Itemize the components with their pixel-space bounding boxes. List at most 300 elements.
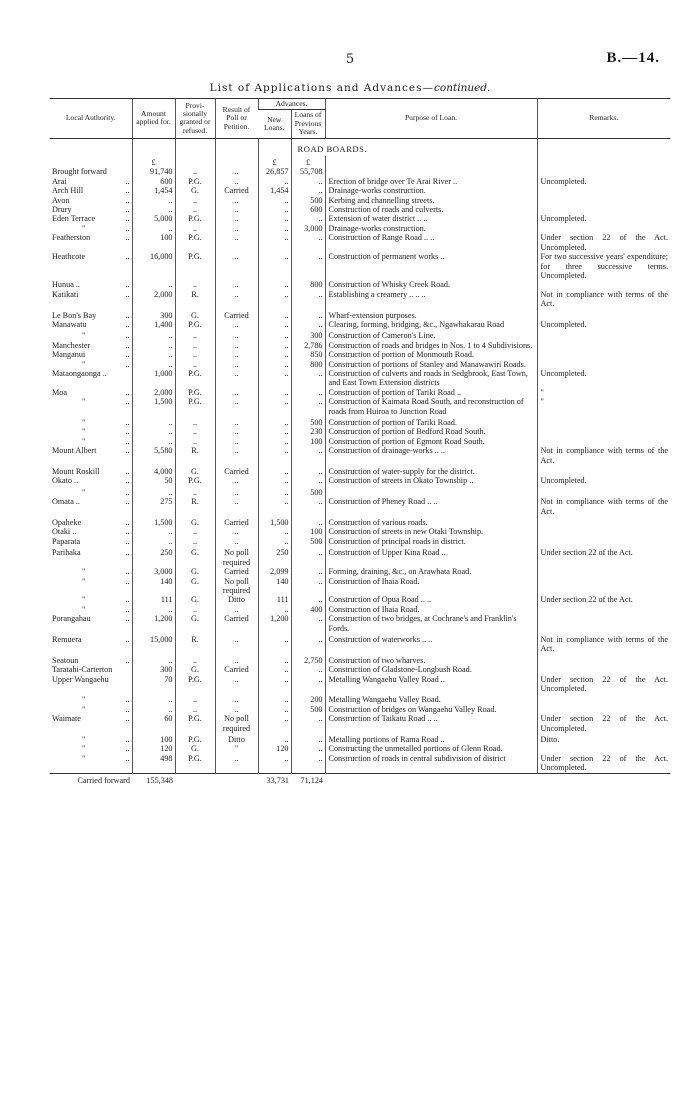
- col-advances: Advances.: [258, 99, 325, 110]
- local-authority-name: Featherston: [52, 233, 91, 243]
- remarks-cell: [537, 567, 670, 576]
- local-authority-cell: [50, 196, 132, 205]
- local-authority-name: Seatoun: [52, 655, 79, 665]
- local-authority-name: Parihaka: [52, 548, 81, 558]
- table-row: [50, 567, 670, 576]
- remarks-cell: Uncompleted.: [537, 177, 670, 186]
- local-authority-name: ": [82, 331, 86, 341]
- local-authority-name: ": [82, 576, 86, 586]
- provisional-cell: ..: [175, 331, 215, 340]
- provisional-cell: ..: [175, 705, 215, 714]
- new-loans-cell: ..: [258, 252, 291, 280]
- remarks-cell: Not in compliance with terms of the Act.: [537, 446, 670, 465]
- poll-result-cell: No poll required: [215, 714, 258, 733]
- purpose-cell: Construction of portions of Stanley and Manawawiri Roads.: [325, 360, 537, 369]
- amount-applied-cell: 2,000: [132, 388, 175, 397]
- remarks-cell: [537, 614, 670, 633]
- amount-applied-cell: 3,000: [132, 567, 175, 576]
- purpose-cell: Construction of Opua Road .. ..: [325, 595, 537, 604]
- remarks-cell: [537, 527, 670, 536]
- page-title: [0, 82, 700, 94]
- prev-loans-cell: ..: [291, 577, 325, 596]
- amount-applied-cell: 91,740: [132, 167, 175, 176]
- prev-loans-cell: 2,750: [291, 656, 325, 665]
- amount-applied-cell: ..: [132, 656, 175, 665]
- leader-dots: ..: [125, 518, 130, 528]
- poll-result-cell: ..: [215, 369, 258, 388]
- poll-result-cell: ..: [215, 196, 258, 205]
- remarks-cell: [537, 360, 670, 369]
- local-authority-cell: [50, 754, 132, 773]
- prev-loans-cell: ..: [291, 518, 325, 527]
- purpose-cell: Construction of Pheney Road .. ..: [325, 497, 537, 516]
- provisional-cell: R.: [175, 446, 215, 465]
- new-loans-cell: 26,857: [258, 167, 291, 176]
- local-authority-name: Arai: [52, 176, 67, 186]
- table-row: [50, 167, 670, 176]
- purpose-cell: Construction of Ihaia Road.: [325, 577, 537, 596]
- amount-applied-cell: ..: [132, 224, 175, 233]
- leader-dots: ..: [125, 331, 130, 341]
- amount-applied-cell: 498: [132, 754, 175, 773]
- local-authority-name: Hunua ..: [52, 280, 80, 290]
- new-loans-cell: ..: [258, 537, 291, 546]
- prev-loans-cell: ..: [291, 388, 325, 397]
- prev-loans-cell: ..: [291, 744, 325, 753]
- purpose-cell: Construction of permanent works ..: [325, 252, 537, 280]
- local-authority-name: Porangahau: [52, 614, 91, 624]
- new-loans-cell: 1,500: [258, 518, 291, 527]
- remarks-cell: [537, 280, 670, 289]
- leader-dots: ..: [125, 753, 130, 763]
- local-authority-name: ": [82, 397, 86, 407]
- amount-applied-cell: 300: [132, 311, 175, 320]
- remarks-cell: [537, 205, 670, 214]
- provisional-cell: ..: [175, 280, 215, 289]
- prev-loans-cell: 500: [291, 705, 325, 714]
- provisional-cell: P.G.: [175, 476, 215, 485]
- local-authority-name: Okato ..: [52, 476, 79, 486]
- new-loans-cell: ..: [258, 320, 291, 329]
- amount-applied-cell: 5,000: [132, 214, 175, 223]
- amount-applied-cell: 111: [132, 595, 175, 604]
- local-authority-name: Manchester: [52, 340, 91, 350]
- leader-dots: ..: [125, 350, 130, 360]
- local-authority-name: Brought forward: [52, 167, 107, 177]
- remarks-cell: [537, 705, 670, 714]
- remarks-cell: ": [537, 397, 670, 416]
- poll-result-cell: Carried: [215, 665, 258, 674]
- new-loans-cell: ..: [258, 446, 291, 465]
- local-authority-cell: [50, 446, 132, 465]
- new-loans-cell: ..: [258, 233, 291, 252]
- amount-applied-cell: 140: [132, 577, 175, 596]
- leader-dots: ..: [125, 214, 130, 224]
- purpose-cell: Construction of roads and bridges in Nos. 1 to 4 Subdivisions.: [325, 341, 537, 350]
- provisional-cell: P.G.: [175, 397, 215, 416]
- prev-loans-cell: ..: [291, 635, 325, 654]
- remarks-cell: ": [537, 388, 670, 397]
- prev-loans-cell: 500: [291, 537, 325, 546]
- local-authority-cell: [50, 341, 132, 350]
- table-row: [50, 311, 670, 320]
- local-authority-name: Avon: [52, 195, 70, 205]
- title-italic: continued.: [434, 82, 491, 94]
- prev-loans-cell: ..: [291, 476, 325, 485]
- provisional-cell: R.: [175, 290, 215, 309]
- purpose-cell: Construction of Taikatu Road .. ..: [325, 714, 537, 733]
- prev-loans-cell: ..: [291, 548, 325, 567]
- provisional-cell: P.G.: [175, 177, 215, 186]
- local-authority-name: Heathcote: [52, 252, 86, 262]
- table-row: [50, 744, 670, 753]
- poll-result-cell: ..: [215, 224, 258, 233]
- footer-prev-loans: 71,124: [291, 773, 325, 787]
- remarks-cell: [537, 167, 670, 176]
- local-authority-name: Mount Albert: [52, 446, 97, 456]
- poll-result-cell: No poll required: [215, 548, 258, 567]
- prev-loans-cell: 200: [291, 695, 325, 704]
- purpose-cell: Construction of Gladstone-Longbush Road.: [325, 665, 537, 674]
- local-authority-name: Remuera: [52, 634, 82, 644]
- provisional-cell: ..: [175, 605, 215, 614]
- new-loans-cell: ..: [258, 205, 291, 214]
- new-loans-cell: 140: [258, 577, 291, 596]
- amount-applied-cell: 1,500: [132, 518, 175, 527]
- poll-result-cell: ": [215, 744, 258, 753]
- prev-loans-cell: 2,786: [291, 341, 325, 350]
- prev-loans-cell: ..: [291, 320, 325, 329]
- new-loans-cell: ..: [258, 397, 291, 416]
- purpose-cell: Construction of bridges on Wangaehu Valley Road.: [325, 705, 537, 714]
- prev-loans-cell: ..: [291, 214, 325, 223]
- remarks-cell: Not in compliance with terms of the Act.: [537, 635, 670, 654]
- table-row: [50, 497, 670, 516]
- new-loans-cell: ..: [258, 754, 291, 773]
- new-loans-cell: ..: [258, 705, 291, 714]
- leader-dots: ..: [125, 205, 130, 215]
- new-loans-cell: ..: [258, 665, 291, 674]
- prev-loans-cell: ..: [291, 311, 325, 320]
- amount-applied-cell: ..: [132, 537, 175, 546]
- new-loans-cell: ..: [258, 214, 291, 223]
- poll-result-cell: ..: [215, 280, 258, 289]
- table-row: [50, 290, 670, 309]
- leader-dots: ..: [125, 436, 130, 446]
- provisional-cell: ..: [175, 418, 215, 427]
- local-authority-cell: [50, 527, 132, 536]
- prev-loans-cell: ..: [291, 595, 325, 604]
- leader-dots: ..: [125, 310, 130, 320]
- local-authority-cell: [50, 186, 132, 195]
- local-authority-cell: [50, 252, 132, 280]
- amount-applied-cell: 1,200: [132, 614, 175, 633]
- purpose-cell: Construction of waterworks .. ..: [325, 635, 537, 654]
- local-authority-cell: [50, 695, 132, 704]
- amount-applied-cell: 50: [132, 476, 175, 485]
- table-row: [50, 320, 670, 329]
- provisional-cell: P.G.: [175, 714, 215, 733]
- leader-dots: ..: [125, 289, 130, 299]
- amount-applied-cell: 4,000: [132, 467, 175, 476]
- table-row: [50, 205, 670, 214]
- table-row: [50, 735, 670, 744]
- provisional-cell: G.: [175, 665, 215, 674]
- prev-loans-cell: ..: [291, 233, 325, 252]
- col-provisionally: Provi- sionally granted or refused.: [175, 99, 215, 139]
- poll-result-cell: ..: [215, 427, 258, 436]
- table-row: [50, 331, 670, 340]
- new-loans-cell: ..: [258, 437, 291, 446]
- remarks-cell: Uncompleted.: [537, 320, 670, 329]
- table-row: [50, 695, 670, 704]
- local-authority-cell: [50, 360, 132, 369]
- amount-applied-cell: 600: [132, 177, 175, 186]
- new-loans-cell: ..: [258, 177, 291, 186]
- table-row: [50, 350, 670, 359]
- poll-result-cell: ..: [215, 252, 258, 280]
- local-authority-cell: [50, 224, 132, 233]
- prev-loans-cell: 100: [291, 437, 325, 446]
- local-authority-name: ": [82, 359, 86, 369]
- provisional-cell: P.G.: [175, 233, 215, 252]
- prev-loans-cell: ..: [291, 467, 325, 476]
- poll-result-cell: ..: [215, 497, 258, 516]
- col-purpose: Purpose of Loan.: [325, 99, 537, 139]
- col-loans-previous: Loans of Previous Years.: [291, 110, 325, 138]
- leader-dots: ..: [125, 252, 130, 262]
- table-row: [50, 214, 670, 223]
- remarks-cell: For two successive years' expenditure; for three successive terms. Uncompleted.: [537, 252, 670, 280]
- provisional-cell: ..: [175, 360, 215, 369]
- local-authority-cell: [50, 548, 132, 567]
- table-row: [50, 467, 670, 476]
- purpose-cell: Construction of drainage-works .. ..: [325, 446, 537, 465]
- local-authority-cell: [50, 614, 132, 633]
- remarks-cell: [537, 605, 670, 614]
- purpose-cell: Metalling Wangaehu Valley Road ..: [325, 675, 537, 694]
- col-local-authority: Local Authority.: [50, 99, 132, 139]
- local-authority-cell: [50, 177, 132, 186]
- col-result-poll: Result of Poll or Petition.: [215, 99, 258, 139]
- remarks-cell: [537, 437, 670, 446]
- leader-dots: ..: [125, 387, 130, 397]
- applications-table: [50, 98, 670, 787]
- local-authority-name: Manawatu: [52, 319, 87, 329]
- new-loans-cell: ..: [258, 714, 291, 733]
- poll-result-cell: ..: [215, 675, 258, 694]
- new-loans-cell: ..: [258, 527, 291, 536]
- remarks-cell: [537, 744, 670, 753]
- local-authority-name: ": [82, 427, 86, 437]
- local-authority-name: ": [82, 744, 86, 754]
- poll-result-cell: ..: [215, 537, 258, 546]
- leader-dots: ..: [125, 176, 130, 186]
- prev-loans-cell: 300: [291, 331, 325, 340]
- poll-result-cell: ..: [215, 476, 258, 485]
- purpose-cell: Construction of streets in new Otaki Township.: [325, 527, 537, 536]
- prev-loans-cell: ..: [291, 397, 325, 416]
- prev-loans-cell: ..: [291, 252, 325, 280]
- poll-result-cell: Carried: [215, 614, 258, 633]
- leader-dots: ..: [125, 280, 130, 290]
- table-row: [50, 595, 670, 604]
- purpose-cell: Metalling portions of Rama Road ..: [325, 735, 537, 744]
- prev-loans-cell: 500: [291, 418, 325, 427]
- poll-result-cell: Ditto: [215, 735, 258, 744]
- amount-applied-cell: 1,400: [132, 320, 175, 329]
- local-authority-name: Otaki ..: [52, 527, 77, 537]
- provisional-cell: ..: [175, 537, 215, 546]
- table-row: [50, 397, 670, 416]
- new-loans-cell: ..: [258, 224, 291, 233]
- local-authority-cell: [50, 577, 132, 596]
- new-loans-cell: ..: [258, 360, 291, 369]
- local-authority-name: Opaheke: [52, 518, 82, 528]
- local-authority-cell: [50, 214, 132, 223]
- provisional-cell: G.: [175, 577, 215, 596]
- poll-result-cell: ..: [215, 605, 258, 614]
- leader-dots: ..: [125, 319, 130, 329]
- provisional-cell: ..: [175, 196, 215, 205]
- table-row: [50, 665, 670, 674]
- prev-loans-cell: ..: [291, 567, 325, 576]
- footer-amount: 155,348: [132, 773, 175, 787]
- table-row: [50, 476, 670, 485]
- leader-dots: ..: [125, 418, 130, 427]
- leader-dots: ..: [125, 340, 130, 350]
- poll-result-cell: ..: [215, 488, 258, 497]
- new-loans-cell: ..: [258, 605, 291, 614]
- poll-result-cell: ..: [215, 656, 258, 665]
- new-loans-cell: ..: [258, 476, 291, 485]
- new-loans-cell: ..: [258, 350, 291, 359]
- new-loans-cell: ..: [258, 735, 291, 744]
- remarks-cell: [537, 695, 670, 704]
- local-authority-name: ": [82, 595, 86, 605]
- poll-result-cell: ..: [215, 388, 258, 397]
- leader-dots: ..: [125, 467, 130, 477]
- amount-applied-cell: 1,500: [132, 397, 175, 416]
- prev-loans-cell: 400: [291, 605, 325, 614]
- local-authority-cell: [50, 537, 132, 546]
- provisional-cell: P.G.: [175, 675, 215, 694]
- amount-applied-cell: 100: [132, 735, 175, 744]
- prev-loans-cell: ..: [291, 186, 325, 195]
- leader-dots: ..: [125, 695, 130, 705]
- provisional-cell: R.: [175, 497, 215, 516]
- remarks-cell: [537, 331, 670, 340]
- col-remarks: Remarks.: [537, 99, 670, 139]
- leader-dots: ..: [125, 604, 130, 614]
- purpose-cell: Constructing the unmetalled portions of Glenn Road.: [325, 744, 537, 753]
- local-authority-name: Omata ..: [52, 497, 80, 507]
- pound-sign: £: [132, 156, 175, 167]
- local-authority-cell: [50, 735, 132, 744]
- provisional-cell: ..: [175, 350, 215, 359]
- poll-result-cell: Carried: [215, 567, 258, 576]
- purpose-cell: Establishing a creamery .. .. ..: [325, 290, 537, 309]
- local-authority-cell: [50, 350, 132, 359]
- amount-applied-cell: ..: [132, 427, 175, 436]
- provisional-cell: ..: [175, 695, 215, 704]
- amount-applied-cell: 5,580: [132, 446, 175, 465]
- local-authority-name: Taratahi-Carterton: [52, 665, 113, 675]
- new-loans-cell: ..: [258, 341, 291, 350]
- table-row: [50, 488, 670, 497]
- leader-dots: ..: [125, 595, 130, 605]
- remarks-cell: Under section 22 of the Act.: [537, 595, 670, 604]
- leader-dots: ..: [125, 427, 130, 437]
- remarks-cell: [537, 341, 670, 350]
- new-loans-cell: ..: [258, 427, 291, 436]
- amount-applied-cell: 120: [132, 744, 175, 753]
- local-authority-name: Eden Terrace: [52, 214, 96, 224]
- table-body: [50, 138, 670, 773]
- new-loans-cell: 120: [258, 744, 291, 753]
- footer-new-loans: 33,731: [258, 773, 291, 787]
- local-authority-name: ": [82, 418, 86, 427]
- prev-loans-cell: 230: [291, 427, 325, 436]
- amount-applied-cell: ..: [132, 705, 175, 714]
- purpose-cell: Construction of portion of Tariki Road ..: [325, 388, 537, 397]
- new-loans-cell: ..: [258, 467, 291, 476]
- new-loans-cell: 1,454: [258, 186, 291, 195]
- purpose-cell: Clearing, forming, bridging, &c., Ngawhakarau Road: [325, 320, 537, 329]
- provisional-cell: P.G.: [175, 388, 215, 397]
- prev-loans-cell: 3,000: [291, 224, 325, 233]
- amount-applied-cell: 1,454: [132, 186, 175, 195]
- purpose-cell: Construction of portion of Monmouth Road.: [325, 350, 537, 359]
- local-authority-cell: [50, 397, 132, 416]
- prev-loans-cell: ..: [291, 675, 325, 694]
- local-authority-cell: [50, 675, 132, 694]
- table-row: [50, 446, 670, 465]
- local-authority-name: Le Bon's Bay: [52, 310, 97, 320]
- local-authority-cell: [50, 331, 132, 340]
- table-row: [50, 754, 670, 773]
- provisional-cell: P.G.: [175, 320, 215, 329]
- table-row: [50, 714, 670, 733]
- prev-loans-cell: ..: [291, 614, 325, 633]
- provisional-cell: G.: [175, 614, 215, 633]
- remarks-cell: Under section 22 of the Act. Uncompleted.: [537, 754, 670, 773]
- new-loans-cell: ..: [258, 388, 291, 397]
- purpose-cell: Construction of Whisky Creek Road.: [325, 280, 537, 289]
- table-row: [50, 705, 670, 714]
- col-new-loans: New Loans.: [258, 110, 291, 138]
- new-loans-cell: ..: [258, 280, 291, 289]
- poll-result-cell: ..: [215, 214, 258, 223]
- remarks-cell: [537, 350, 670, 359]
- table-row: [50, 635, 670, 654]
- purpose-cell: Construction of two bridges, at Cochrane's and Franklin's Fords.: [325, 614, 537, 633]
- local-authority-name: Mataongaonga ..: [52, 368, 107, 378]
- table-row: [50, 614, 670, 633]
- provisional-cell: G.: [175, 311, 215, 320]
- table-row: [50, 360, 670, 369]
- prev-loans-cell: ..: [291, 714, 325, 733]
- table-row: [50, 656, 670, 665]
- purpose-cell: Construction of culverts and roads in Sedgbrook, East Town, and East Town Extension districts: [325, 369, 537, 388]
- purpose-cell: Construction of roads and culverts.: [325, 205, 537, 214]
- remarks-cell: Uncompleted.: [537, 214, 670, 223]
- prev-loans-cell: 55,708: [291, 167, 325, 176]
- table-row: [50, 369, 670, 388]
- prev-loans-cell: 500: [291, 488, 325, 497]
- local-authority-cell: [50, 467, 132, 476]
- remarks-cell: Under section 22 of the Act. Uncompleted.: [537, 233, 670, 252]
